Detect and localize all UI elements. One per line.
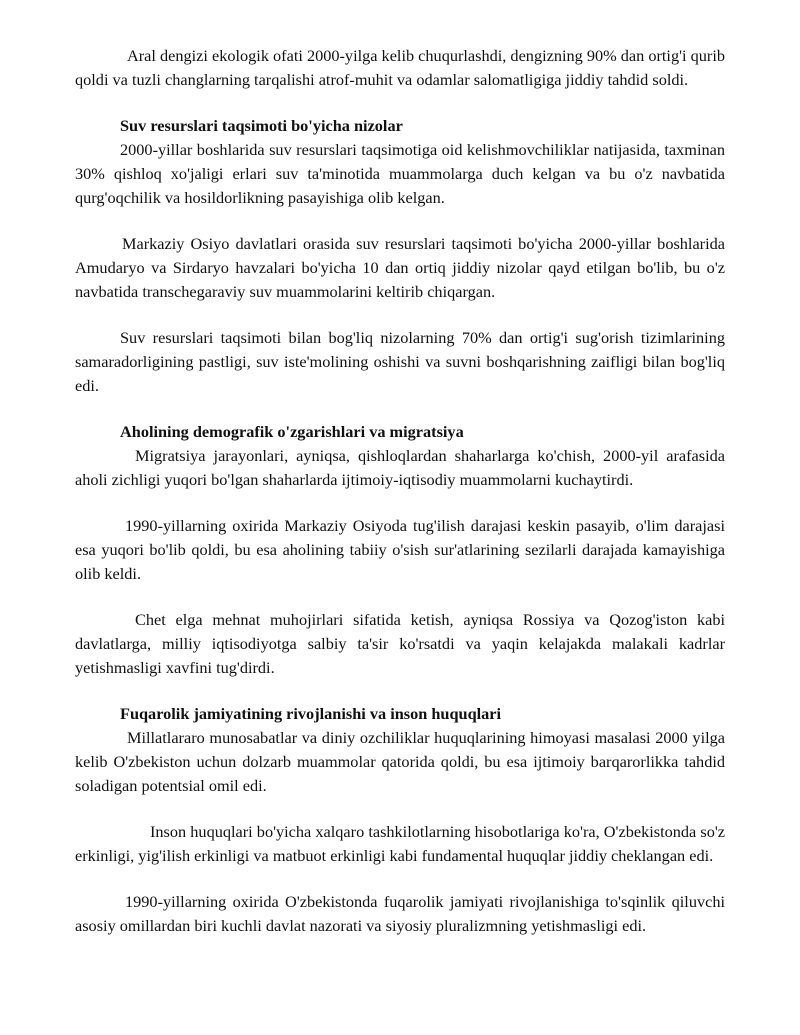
paragraph-labor-migrants: Chet elga mehnat muhojirlari sifatida ketish, ayniqsa Rossiya va Qozog'iston kabi davlatlarga, milliy iqtisodiyotga salbiy ta'sir ko'rsatdi va yaqin kelajakda malakali kadrlar yetishmasligi xavfini tug'dirdi. [75,610,725,677]
paragraph-human-rights-reports: Inson huquqlari bo'yicha xalqaro tashkilotlarning hisobotlariga ko'ra, O'zbekistonda so'z erkinligi, yig'ilish erkinligi va matbuot erkinligi kabi fundamental huquqlar jiddiy cheklangan edi. [75,822,725,865]
paragraph-minority-rights: Millatlararo munosabatlar va diniy ozchiliklar huquqlarining himoyasi masalasi 2000 yilga kelib O'zbekiston uchun dolzarb muammolar qatorida qoldi, bu esa ijtimoiy barqarorlikka tahdid soladigan potentsial omil edi. [75,728,725,795]
paragraph-migration-urban: Migratsiya jarayonlari, ayniqsa, qishloqlardan shaharlarga ko'chish, 2000-yil arafasida aholi zichligi yuqori bo'lgan shaharlarda ijtimoiy-iqtisodiy muammolarni kuchaytirdi. [75,446,725,489]
paragraph-water-basins: Markaziy Osiyo davlatlari orasida suv resurslari taqsimoti bo'yicha 2000-yillar boshlarida Amudaryo va Sirdaryo havzalari bo'yicha 10 dan ortiq jiddiy nizolar qayd etilgan bo'lib, bu o'z navbatida transchegaraviy suv muammolarini keltirib chiqargan. [75,234,725,301]
heading-civil-society: Fuqarolik jamiyatining rivojlanishi va inson huquqlari [120,704,502,723]
document-page [75,44,725,938]
paragraph-water-irrigation: Suv resurslari taqsimoti bilan bog'liq nizolarning 70% dan ortig'i sug'orish tizimlarining samaradorligining pastligi, suv iste'molining oshishi va suvni boshqarishning zaifligi bilan bog'liq edi. [75,328,725,395]
paragraph-birth-rate: 1990-yillarning oxirida Markaziy Osiyoda tug'ilish darajasi keskin pasayib, o'lim darajasi esa yuqori bo'lib qoldi, bu esa aholining tabiiy o'sish sur'atlarining sezilarli darajada kamayishiga olib keldi. [75,516,725,583]
paragraph-aral-sea: Aral dengizi ekologik ofati 2000-yilga kelib chuqurlashdi, dengizning 90% dan ortig'i qurib qoldi va tuzli changlarning tarqalishi atrof-muhit va odamlar salomatligiga jiddiy tahdid soldi. [75,46,725,89]
paragraph-state-control: 1990-yillarning oxirida O'zbekistonda fuqarolik jamiyati rivojlanishiga to'sqinlik qiluvchi asosiy omillardan biri kuchli davlat nazorati va siyosiy pluralizmning yetishmasligi edi. [75,892,725,935]
heading-water-disputes: Suv resurslari taqsimoti bo'yicha nizolar [120,116,403,135]
paragraph-water-agriculture: 2000-yillar boshlarida suv resurslari taqsimotiga oid kelishmovchiliklar natijasida, taxminan 30% qishloq xo'jaligi erlari suv ta'minotida muammolarga duch kelgan va bu o'z navbatida qurg'oqchilik va hosildorlikning pasayishiga olib kelgan. [75,140,725,207]
heading-demography-migration: Aholining demografik o'zgarishlari va migratsiya [120,422,464,441]
